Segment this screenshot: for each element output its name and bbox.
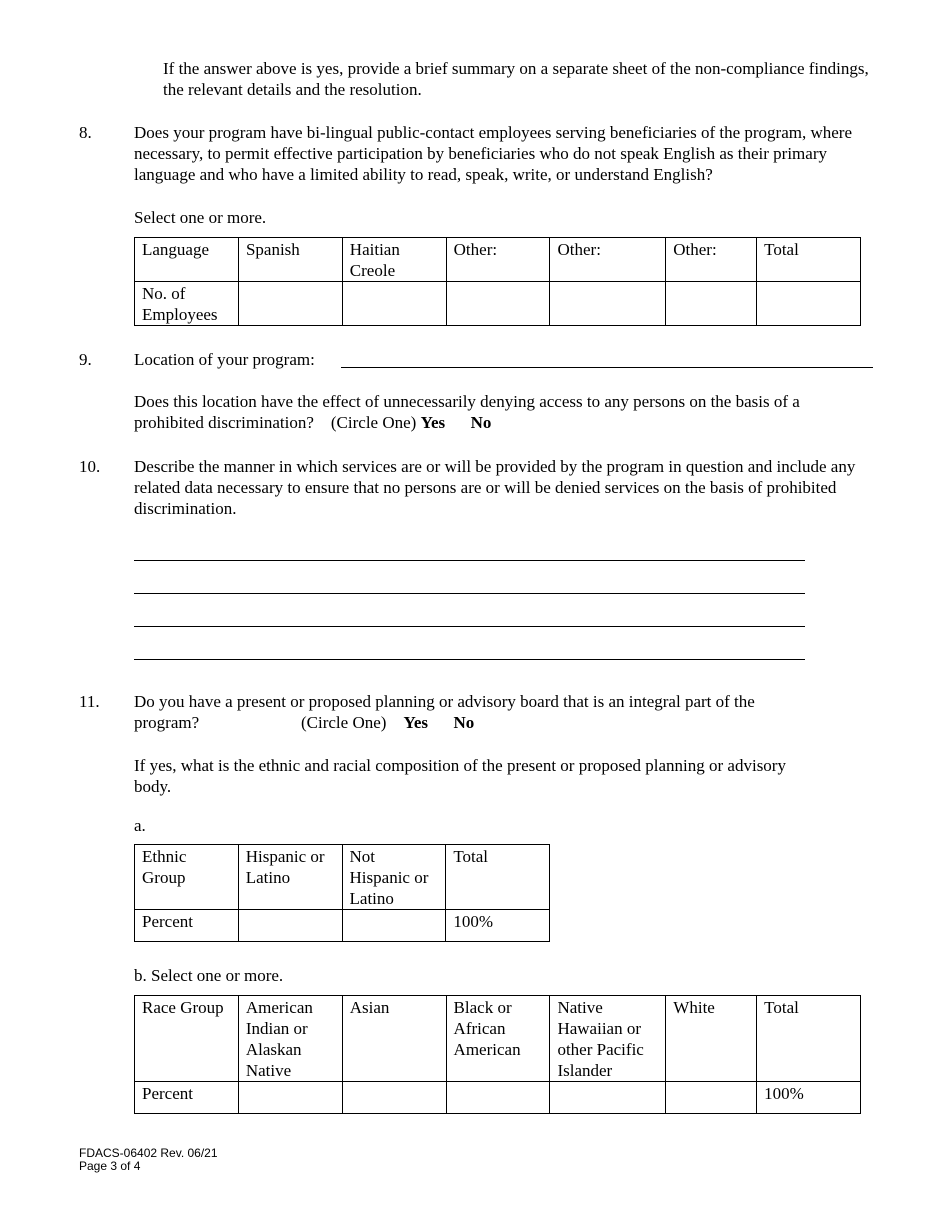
q11-part-a-label: a. [134,816,146,835]
q11-number: 11. [79,692,100,711]
lang-header-spanish: Spanish [238,238,342,282]
q9-no-option[interactable]: No [470,413,492,432]
q8-instruction: Select one or more. [134,208,267,227]
race-cell-white[interactable] [666,1082,757,1114]
race-cell-total: 100% [757,1082,861,1114]
q10-answer-line-3[interactable] [134,626,805,627]
q11-no-option[interactable]: No [453,713,475,732]
lang-cell-haitian-creole[interactable] [342,282,446,326]
q10-answer-line-1[interactable] [134,560,805,561]
q11-circle-group [301,712,474,733]
q9-circle-one: (Circle One) [330,413,417,432]
intro-paragraph: If the answer above is yes, provide a brief summary on a separate sheet of the non-compliance findings, the relevant details and the resolution. [163,59,869,99]
lang-header-other-1[interactable]: Other: [446,238,550,282]
ethnic-cell-not-hispanic[interactable] [342,910,446,942]
lang-cell-other-2[interactable] [550,282,666,326]
lang-cell-spanish[interactable] [238,282,342,326]
footer-page-number: Page 3 of 4 [79,1159,141,1173]
race-row-label: Percent [135,1082,239,1114]
race-cell-native-hawaiian[interactable] [550,1082,666,1114]
race-cell-black[interactable] [446,1082,550,1114]
q9-yes-option[interactable]: Yes [420,413,446,432]
q11-text-line1: Do you have a present or proposed planning or advisory board that is an integral part of the [134,692,755,711]
q9-location-field[interactable] [341,367,873,368]
q11-yes-option[interactable]: Yes [403,713,428,732]
q10-answer-line-4[interactable] [134,659,805,660]
q8-number: 8. [79,123,92,142]
language-table [134,237,861,326]
race-table [134,995,861,1114]
ethnic-cell-hispanic[interactable] [238,910,342,942]
lang-cell-other-1[interactable] [446,282,550,326]
q9-location-label: Location of your program: [134,350,315,369]
lang-header-language: Language [135,238,239,282]
lang-header-other-2[interactable]: Other: [550,238,666,282]
q10-number: 10. [79,457,101,476]
lang-header-haitian-creole: Haitian Creole [342,238,446,282]
q9-question [134,391,814,433]
ethnic-row-label: Percent [135,910,239,942]
race-cell-asian[interactable] [342,1082,446,1114]
lang-cell-total[interactable] [757,282,861,326]
race-header-asian: Asian [342,996,446,1082]
footer-form-id: FDACS-06402 Rev. 06/21 [79,1146,218,1160]
race-cell-american-indian[interactable] [238,1082,342,1114]
q11-circle-one: (Circle One) [301,713,387,732]
q9-number: 9. [79,350,92,369]
ethnic-header-group: Ethnic Group [135,845,239,910]
q8-text: Does your program have bi-lingual public-contact employees serving beneficiaries of the program, where necessary, to permit effective participation by beneficiaries who do not speak English as their primary language and who have a limited ability to read, speak, write, or understand English? [134,123,852,184]
race-header-black: Black or African American [446,996,550,1082]
ethnic-table [134,844,550,942]
ethnic-header-hispanic: Hispanic or Latino [238,845,342,910]
lang-row-label: No. of Employees [135,282,239,326]
ethnic-header-not-hispanic: Not Hispanic or Latino [342,845,446,910]
q10-answer-line-2[interactable] [134,593,805,594]
q11-part-b-label: b. Select one or more. [134,966,284,985]
q9-question-text: Does this location have the effect of unnecessarily denying access to any persons on the basis of a prohibited discrimination? [134,392,800,432]
q11-followup: If yes, what is the ethnic and racial composition of the present or proposed planning or advisory body. [134,756,786,796]
ethnic-header-total: Total [446,845,550,910]
lang-cell-other-3[interactable] [666,282,757,326]
q10-text: Describe the manner in which services are or will be provided by the program in question and include any related data necessary to ensure that no persons are or will be denied services on the basis of prohibited discrimination. [134,457,856,518]
lang-header-other-3[interactable]: Other: [666,238,757,282]
lang-header-total: Total [757,238,861,282]
ethnic-cell-total: 100% [446,910,550,942]
race-header-white: White [666,996,757,1082]
race-header-native-hawaiian: Native Hawaiian or other Pacific Islander [550,996,666,1082]
race-header-total: Total [757,996,861,1082]
race-header-group: Race Group [135,996,239,1082]
race-header-american-indian: American Indian or Alaskan Native [238,996,342,1082]
q11-text-line2: program? [134,713,200,732]
